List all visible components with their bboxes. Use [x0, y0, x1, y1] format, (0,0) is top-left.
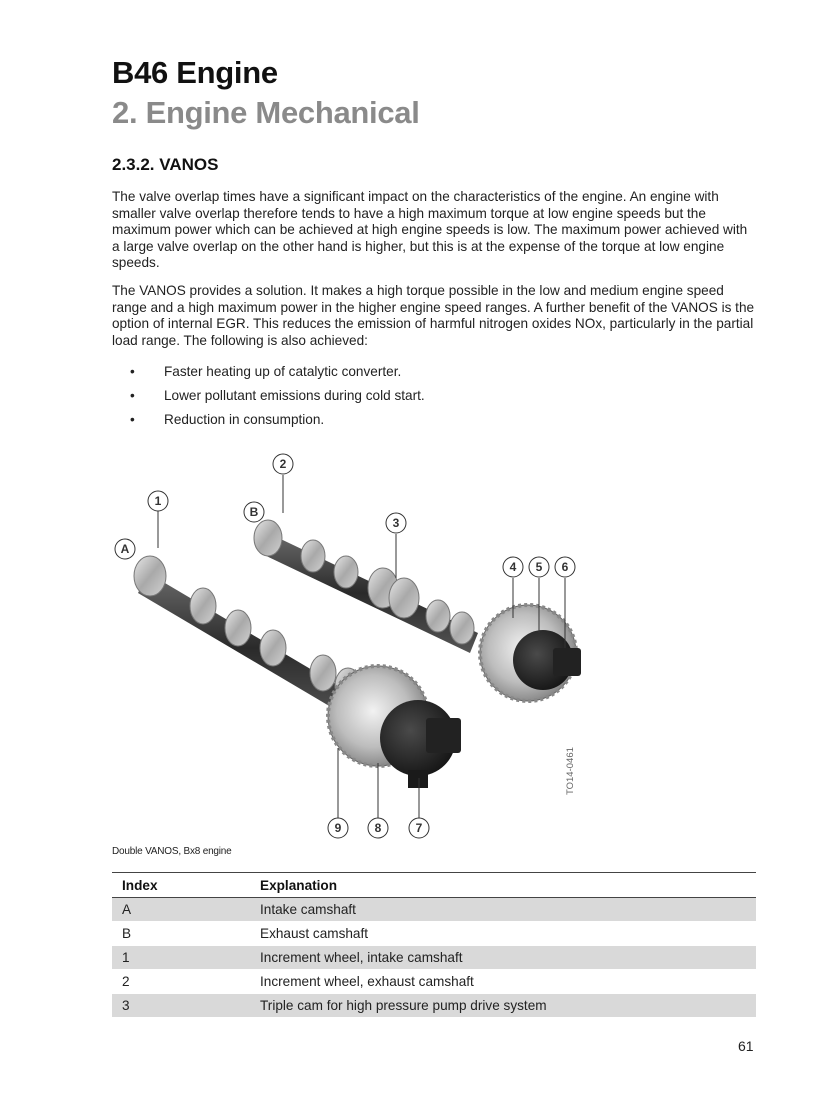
- table-cell-index: 1: [112, 946, 250, 970]
- table-header-row: [112, 873, 756, 898]
- callout-A: [115, 539, 135, 559]
- list-item: [112, 388, 712, 412]
- camshaft-illustration: [108, 448, 618, 846]
- svg-text:2: 2: [279, 457, 287, 471]
- table-cell-explanation: Increment wheel, exhaust camshaft: [250, 970, 756, 994]
- callout-2: [273, 454, 293, 474]
- table-row: [112, 922, 756, 946]
- index-table: [112, 872, 756, 1018]
- document-title: B46 Engine: [112, 55, 278, 90]
- table-row: [112, 946, 756, 970]
- callout-7: [409, 818, 429, 838]
- table-cell-index: 3: [112, 994, 250, 1018]
- table-cell-explanation: Exhaust camshaft: [250, 922, 756, 946]
- svg-text:9: 9: [334, 821, 342, 835]
- table-row: [112, 994, 756, 1018]
- svg-text:3: 3: [392, 516, 400, 530]
- callout-4: [503, 557, 523, 577]
- callout-5: [529, 557, 549, 577]
- svg-text:A: A: [120, 542, 130, 556]
- chapter-title: 2. Engine Mechanical: [112, 95, 420, 130]
- table-cell-index: 2: [112, 970, 250, 994]
- svg-text:4: 4: [509, 560, 517, 574]
- column-header-explanation: Explanation: [250, 873, 756, 898]
- callout-B: [244, 502, 264, 522]
- bullet-icon: •: [130, 412, 135, 427]
- svg-text:B: B: [249, 505, 259, 519]
- callout-1: [148, 491, 168, 511]
- table-cell-explanation: Intake camshaft: [250, 898, 756, 922]
- list-item-text: Faster heating up of catalytic converter.: [164, 364, 402, 379]
- list-item-text: Lower pollutant emissions during cold start.: [164, 388, 425, 403]
- list-item-text: Reduction in consumption.: [164, 412, 325, 427]
- svg-text:6: 6: [561, 560, 569, 574]
- figure-caption: Double VANOS, Bx8 engine: [112, 846, 232, 857]
- svg-text:1: 1: [154, 494, 162, 508]
- svg-text:5: 5: [535, 560, 543, 574]
- table-row: [112, 898, 756, 922]
- callout-6: [555, 557, 575, 577]
- table-row: [112, 970, 756, 994]
- table-cell-explanation: Triple cam for high pressure pump drive system: [250, 994, 756, 1018]
- list-item: [112, 364, 712, 388]
- svg-text:8: 8: [374, 821, 382, 835]
- paragraph-valve-overlap: The valve overlap times have a significant impact on the characteristics of the engine. An engine with smaller valve overlap therefore tends to have a high maximum torque at low engine speeds but the maximum power which can be achieved at high engine speeds is low. The maximum power achieved with a large valve overlap on the other hand is higher, but this is at the expense of the torque at low engine speeds.: [112, 189, 748, 270]
- table-cell-explanation: Increment wheel, intake camshaft: [250, 946, 756, 970]
- section-heading: 2.3.2. VANOS: [112, 155, 219, 174]
- svg-text:7: 7: [415, 821, 423, 835]
- column-header-index: Index: [112, 873, 250, 898]
- list-item: [112, 412, 712, 436]
- callout-9: [328, 818, 348, 838]
- callout-3: [386, 513, 406, 533]
- table-cell-index: B: [112, 922, 250, 946]
- paragraph-vanos-solution: The VANOS provides a solution. It makes a high torque possible in the low and medium engine speed range and a high maximum power in the higher engine speed ranges. A further benefit of the VANOS is the option of internal EGR. This reduces the emission of harmful nitrogen oxides NOx, particularly in the partial load range. The following is also achieved:: [112, 283, 755, 348]
- benefits-list: [112, 364, 712, 436]
- page-number: 61: [738, 1038, 754, 1054]
- table-cell-index: A: [112, 898, 250, 922]
- callout-8: [368, 818, 388, 838]
- bullet-icon: •: [130, 388, 135, 403]
- figure-code: TO14-0461: [565, 747, 576, 795]
- bullet-icon: •: [130, 364, 135, 379]
